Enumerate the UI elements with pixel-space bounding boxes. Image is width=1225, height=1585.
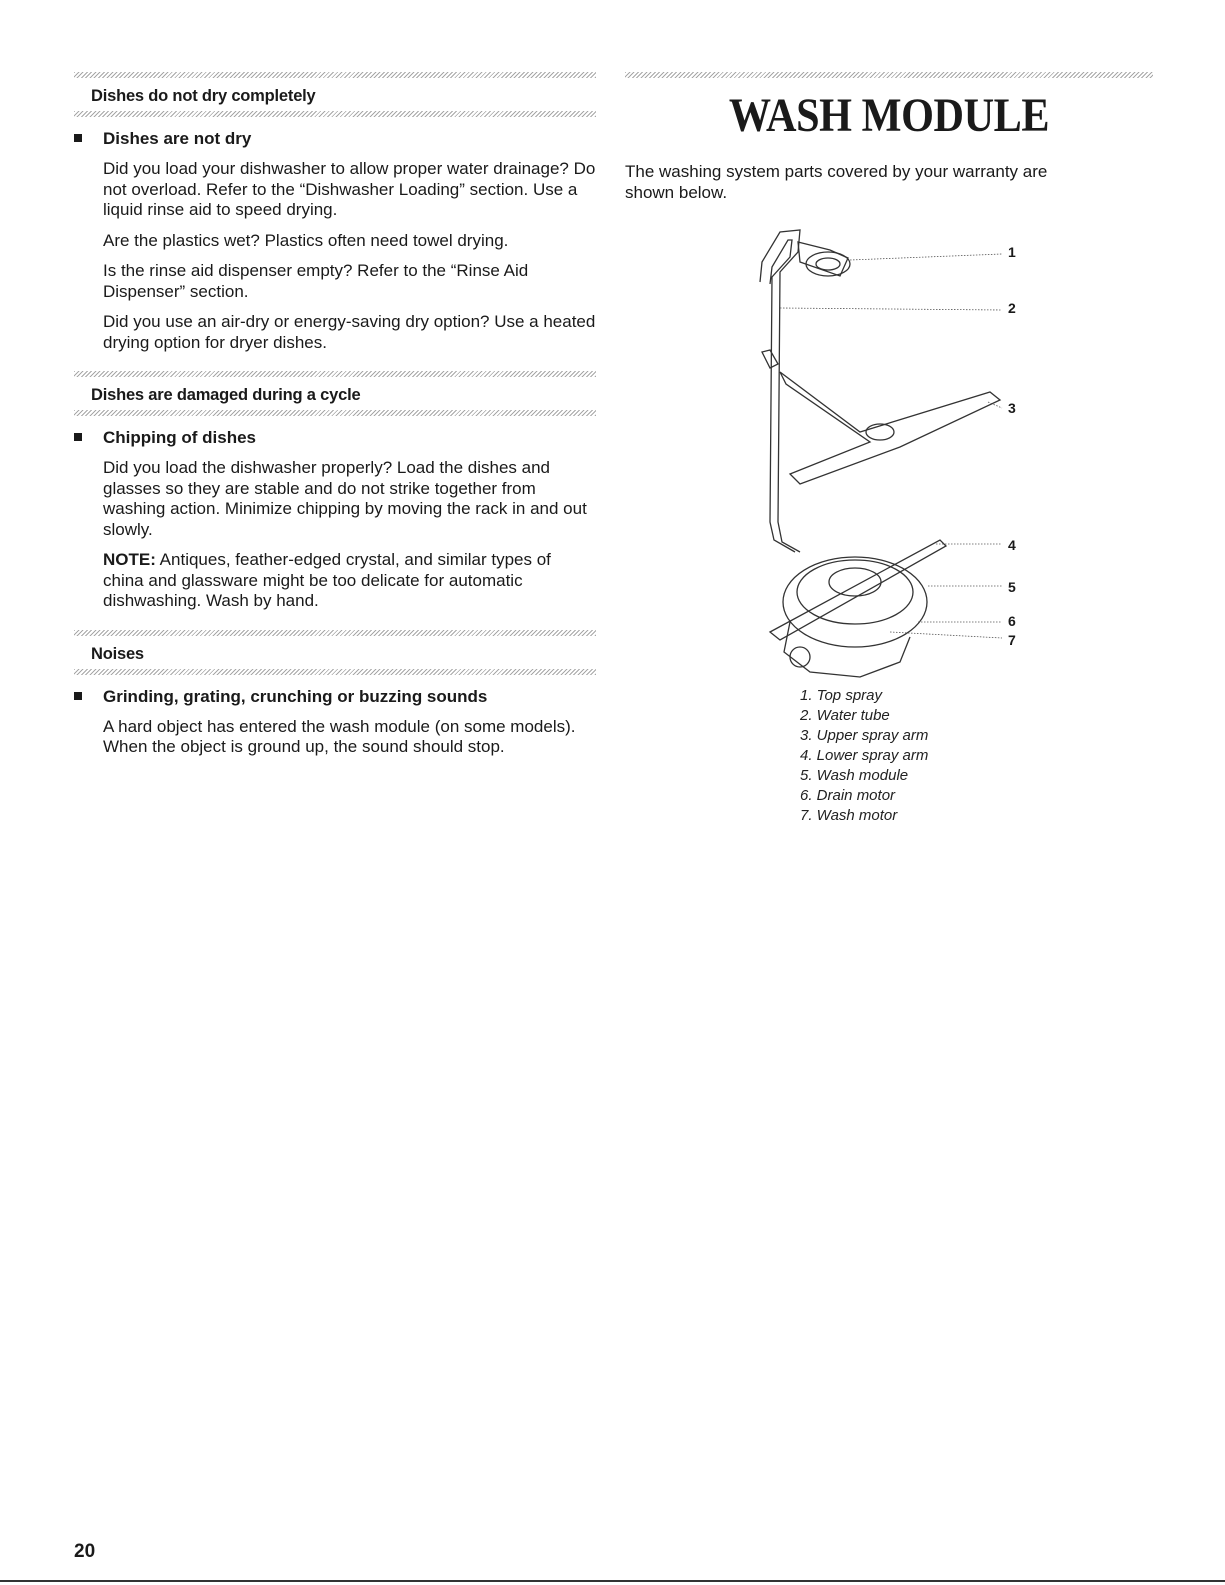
section-rule <box>74 371 596 377</box>
drain-motor-shape <box>784 622 910 677</box>
section-heading: Noises <box>91 644 144 663</box>
note-paragraph <box>103 550 596 612</box>
legend-item: 6. Drain motor <box>800 787 896 804</box>
page-number: 20 <box>74 1541 96 1562</box>
solution-paragraph: Is the rinse aid dispenser empty? Refer to the “Rinse Aid Dispenser” section. <box>103 261 529 301</box>
upper-spray-arm-shape <box>780 372 1000 484</box>
solution-paragraph: Are the plastics wet? Plastics often need towel drying. <box>103 230 509 250</box>
callout-number: 4 <box>1008 537 1016 553</box>
solution-paragraph: Did you load the dishwasher properly? Load the dishes and glasses so they are stable and do not strike together from washing action. Minimize chipping by moving the rack in and out slowly. <box>103 458 587 539</box>
intro-paragraph: The washing system parts covered by your warranty are shown below. <box>625 162 1048 202</box>
wash-module-diagram <box>740 222 1040 682</box>
note-text: Antiques, feather-edged crystal, and similar types of china and glassware might be too delicate for automatic dishwashing. Wash by hand. <box>103 550 551 610</box>
callout-number: 7 <box>1008 632 1016 648</box>
callout-number: 5 <box>1008 579 1016 595</box>
legend-item: 3. Upper spray arm <box>800 727 929 744</box>
problem-item <box>74 687 596 707</box>
square-bullet-icon <box>74 692 82 700</box>
legend-item: 2. Water tube <box>800 707 890 724</box>
lower-spray-arm-shape <box>770 540 946 640</box>
problem-item <box>74 428 596 448</box>
legend-item: 7. Wash motor <box>800 807 898 824</box>
bottom-border <box>0 1580 1225 1582</box>
page-title: WASH MODULE <box>728 89 1050 142</box>
square-bullet-icon <box>74 134 82 142</box>
section-rule <box>74 72 596 78</box>
water-tube-shape <box>760 230 800 552</box>
solution-paragraph: Did you use an air-dry or energy-saving dry option? Use a heated drying option for dryer dishes. <box>103 312 596 352</box>
callout-number: 6 <box>1008 613 1016 629</box>
legend-item: 5. Wash module <box>800 767 909 784</box>
problem-item <box>74 129 596 149</box>
section-heading: Dishes do not dry completely <box>91 87 316 105</box>
solution-paragraph: Did you load your dishwasher to allow proper water drainage? Do not overload. Refer to the “Dishwasher Loading” section. Use a liquid rinse aid to speed drying. <box>103 159 596 219</box>
wash-module-column <box>625 72 1153 203</box>
problem-label: Grinding, grating, crunching or buzzing sounds <box>103 686 488 706</box>
solution-paragraph: A hard object has entered the wash module (on some models). When the object is ground up, the sound should stop. <box>103 716 576 756</box>
problem-label: Dishes are not dry <box>103 129 252 148</box>
wash-module-shape <box>783 557 927 647</box>
troubleshooting-column <box>74 72 596 768</box>
problem-label: Chipping of dishes <box>103 428 256 447</box>
section-rule <box>74 111 596 117</box>
section-rule <box>74 410 596 416</box>
section-rule <box>625 72 1153 78</box>
section-rule <box>74 669 596 675</box>
legend-item: 4. Lower spray arm <box>800 747 929 764</box>
callout-number: 3 <box>1008 400 1016 416</box>
callout-number: 2 <box>1008 300 1016 316</box>
parts-legend <box>800 686 928 826</box>
square-bullet-icon <box>74 433 82 441</box>
callout-number: 1 <box>1008 244 1016 260</box>
section-rule <box>74 630 596 636</box>
legend-item: 1. Top spray <box>800 687 882 704</box>
note-label: NOTE: <box>103 550 156 569</box>
section-heading: Dishes are damaged during a cycle <box>91 386 361 404</box>
